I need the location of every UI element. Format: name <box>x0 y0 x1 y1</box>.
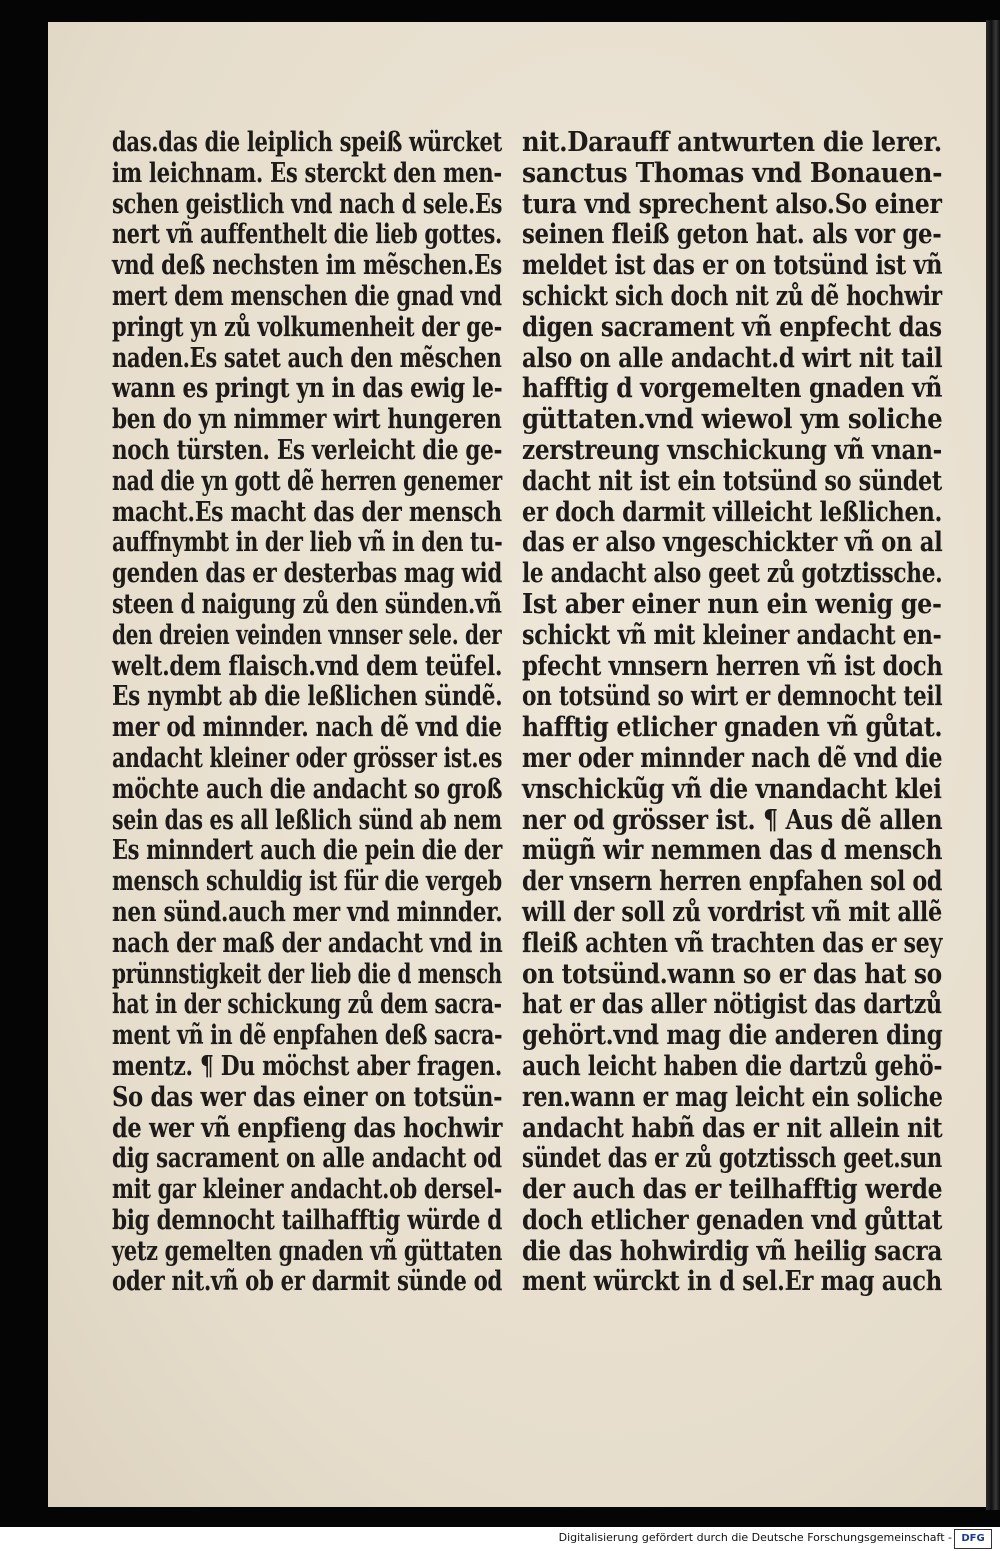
left-column-line: ment vñ in dẽ enpfahen deß sacra- <box>112 1020 503 1052</box>
right-column-line: also on alle andacht.d wirt nit tail <box>522 342 943 374</box>
right-column-line: andacht habñ das er nit allein nit <box>522 1112 943 1144</box>
right-column-line: der auch das er teilhafftig werde <box>522 1174 943 1206</box>
right-column-line: le andacht also geet zů gotztissche. <box>522 558 943 590</box>
left-column-line: mer od minnder. nach dẽ vnd die <box>112 712 502 744</box>
left-column-line: mert dem menschen die gnad vnd <box>112 280 502 312</box>
right-column-line: mer oder minnder nach dẽ vnd die <box>522 742 943 774</box>
right-column-line: on totsünd so wirt er demnocht teil <box>522 681 943 713</box>
right-column-line: schickt sich doch nit zů dẽ hochwir <box>522 280 942 312</box>
dfg-logo: DFG <box>954 1529 992 1549</box>
right-column-line: will der soll zů vordrist vñ mit allẽ <box>522 896 942 928</box>
left-column-line: noch türsten. Es verleicht die ge- <box>112 434 503 466</box>
left-column-line: im leichnam. Es sterckt den men- <box>112 157 502 189</box>
right-column-line: tura vnd sprechent also.So einer <box>522 188 942 220</box>
right-column-line: hafftig etlicher gnaden vñ gůtat. <box>522 712 943 744</box>
right-column-line: hat er das aller nötigist das dartzů <box>522 989 942 1021</box>
left-column-line: wann es pringt yn in das ewig le- <box>112 373 503 405</box>
left-column-line: So das wer das einer on totsün- <box>112 1081 503 1113</box>
right-column-line: pfecht vnnsern herren vñ ist doch <box>522 650 943 682</box>
left-column-line: mentz. ¶ Du möchst aber fragen. <box>112 1050 503 1082</box>
left-column-line: macht.Es macht das der mensch <box>112 496 502 528</box>
left-column-line: vnd deß nechsten im mẽschen.Es <box>112 250 502 282</box>
right-column-line: sanctus Thomas vnd Bonauen- <box>522 157 943 189</box>
right-column-line: ren.wann er mag leicht ein soliche <box>522 1081 943 1113</box>
left-column-line: auffnymbt in der lieb vñ in den tu- <box>112 527 503 559</box>
right-text-column <box>522 128 942 1298</box>
right-column-line: der vnsern herren enpfahen sol od <box>522 866 943 898</box>
left-column-line: sein das es all leßlich sünd ab nem <box>112 804 502 836</box>
right-column-line: nit.Darauff antwurten die lerer. <box>522 127 942 158</box>
left-column-line: dig sacrament on alle andacht od <box>112 1143 502 1175</box>
book-edge <box>986 20 1000 1510</box>
left-column-line: steen d naigung zů den sünden.vñ <box>112 588 502 620</box>
left-column-line: Es minndert auch die pein die der <box>112 835 502 867</box>
left-column-line: nen sünd.auch mer vnd minnder. <box>112 896 503 928</box>
left-column-line: mit gar kleiner andacht.ob dersel- <box>112 1174 502 1206</box>
left-column-line: den dreien veinden vnnser sele. der <box>112 619 502 651</box>
left-column-line: nert vñ auffenthelt die lieb gottes. <box>112 219 502 251</box>
left-text-column <box>112 128 502 1298</box>
footer-bar <box>0 1527 1000 1551</box>
right-column-line: güttaten.vnd wiewol ym soliche <box>522 404 943 436</box>
left-column-line: genden das er desterbas mag wid <box>112 558 502 590</box>
right-column-line: zerstreung vnschickung vñ vnan- <box>522 434 942 466</box>
right-column-line: das er also vngeschickter vñ on al <box>522 527 943 559</box>
left-column-line: mensch schuldig ist für die vergeb <box>112 866 502 898</box>
left-column-line: andacht kleiner oder grösser ist.es <box>112 742 503 774</box>
right-column-line: er doch darmit villeicht leßlichen. <box>522 496 943 528</box>
right-column-line: vnschickũg vñ die vnandacht klei <box>522 773 942 805</box>
right-column-line: gehört.vnd mag die anderen ding <box>522 1020 943 1052</box>
right-column-line: sündet das er zů gotztissch geet.sun <box>522 1143 942 1175</box>
left-column-line: prünnstigkeit der lieb die d mensch <box>112 958 502 990</box>
left-column-line: ben do yn nimmer wirt hungeren <box>112 404 502 436</box>
right-column-line: seinen fleiß geton hat. als vor ge- <box>522 219 942 251</box>
right-column-line: auch leicht haben die dartzů gehö- <box>522 1050 943 1082</box>
right-column-line: fleiß achten vñ trachten das er sey <box>522 927 943 959</box>
left-column-line: nad die yn gott dẽ herren genemer <box>112 465 502 497</box>
left-column-line: welt.dem flaisch.vnd dem teüfel. <box>112 650 503 682</box>
left-column-line: hat in der schickung zů dem sacra- <box>112 989 502 1021</box>
left-column-line: das.das die leiplich speiß würcket <box>112 127 502 158</box>
right-column-line: meldet ist das er on totsünd ist vñ <box>522 250 943 282</box>
footer-credit: Digitalisierung gefördert durch die Deutsche Forschungsgemeinschaft - <box>558 1531 952 1544</box>
left-column-line: pringt yn zů volkumenheit der ge- <box>112 311 502 343</box>
right-column-line: ner od grösser ist. ¶ Aus dẽ allen <box>522 804 943 836</box>
right-column-line: schickt vñ mit kleiner andacht en- <box>522 619 942 651</box>
left-column-line: de wer vñ enpfieng das hochwir <box>112 1112 503 1144</box>
right-column-line: dacht nit ist ein totsünd so sündet <box>522 465 942 497</box>
right-column-line: doch etlicher genaden vnd gůttat <box>522 1204 943 1236</box>
left-column-line: yetz gemelten gnaden vñ güttaten <box>112 1235 503 1267</box>
left-column-line: möchte auch die andacht so groß <box>112 773 503 805</box>
right-column-line: hafftig d vorgemelten gnaden vñ <box>522 373 943 405</box>
left-column-line: big demnocht tailhafftig würde d <box>112 1204 502 1236</box>
left-column-line: schen geistlich vnd nach d sele.Es <box>112 188 503 220</box>
right-column-line: die das hohwirdig vñ heilig sacra <box>522 1235 943 1267</box>
right-column-line: ment würckt in d sel.Er mag auch <box>522 1266 942 1298</box>
left-column-line: oder nit.vñ ob er darmit sünde od <box>112 1266 502 1298</box>
left-column-line: Es nymbt ab die leßlichen sündẽ. <box>112 681 503 713</box>
right-column-line: Ist aber einer nun ein wenig ge- <box>522 588 942 620</box>
right-column-line: mügñ wir nemmen das d mensch <box>522 835 943 867</box>
left-column-line: naden.Es satet auch den mẽschen <box>112 342 502 374</box>
right-column-line: on totsünd.wann so er das hat so <box>522 958 942 990</box>
left-column-line: nach der maß der andacht vnd in <box>112 927 503 959</box>
right-column-line: digen sacrament vñ enpfecht das <box>522 311 942 343</box>
